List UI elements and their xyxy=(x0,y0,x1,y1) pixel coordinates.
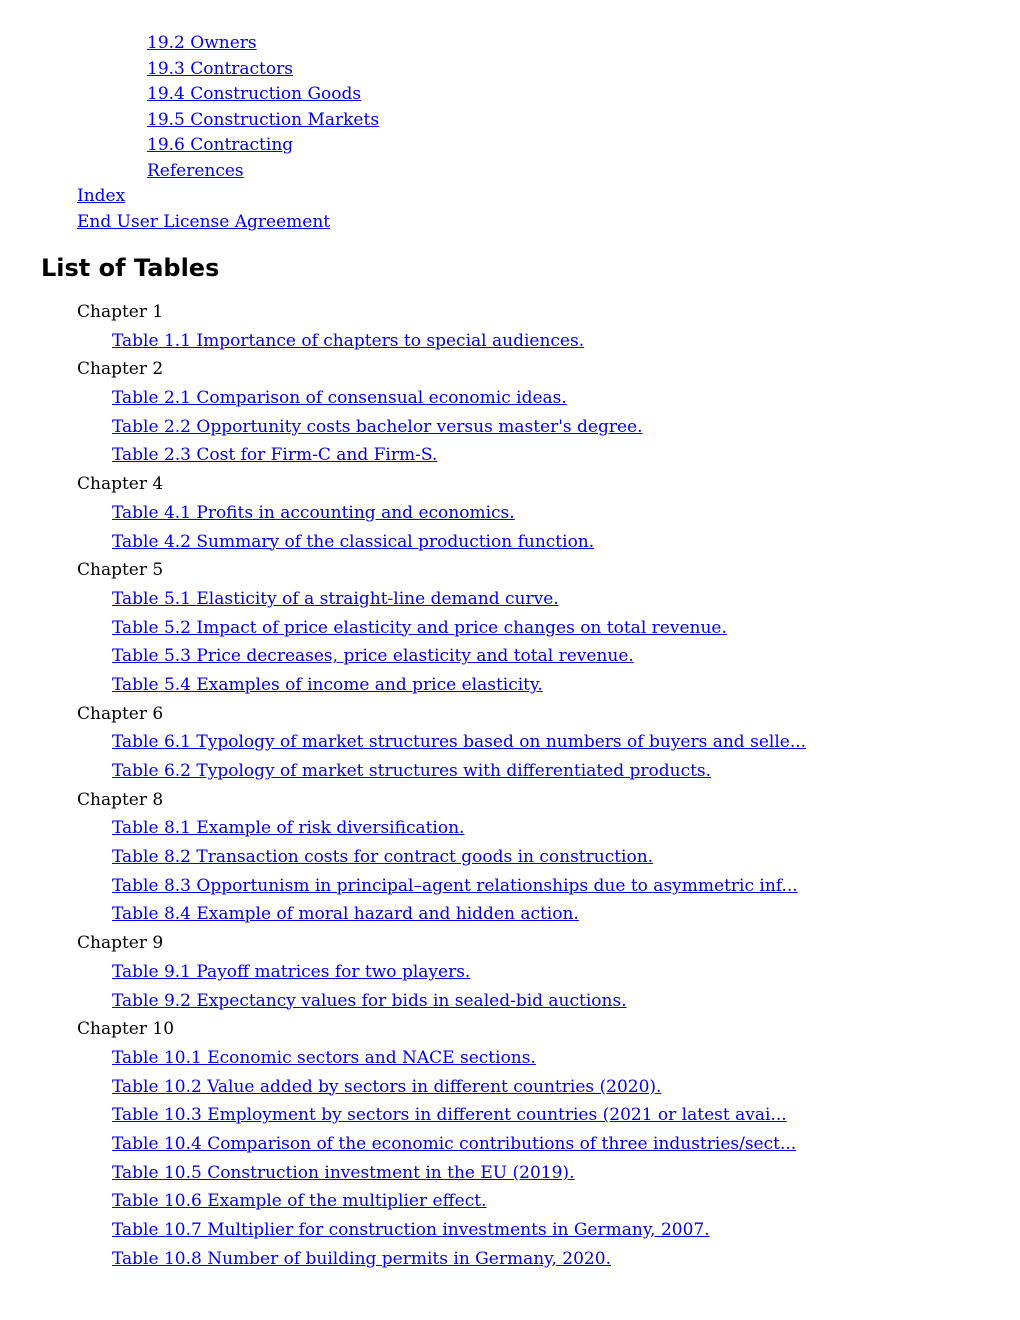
table-list-item xyxy=(0,329,1020,358)
toc-link-19-2-owners[interactable]: 19.2 Owners xyxy=(147,33,257,53)
table-list-item xyxy=(0,816,1020,845)
chapter-label: Chapter 5 xyxy=(77,560,164,581)
table-list-item xyxy=(0,1218,1020,1247)
toc-item-eula xyxy=(0,211,1020,237)
table-list-item xyxy=(0,902,1020,931)
chapter-label: Chapter 4 xyxy=(77,474,164,495)
table-link[interactable]: Table 10.4 Comparison of the economic contributions of three industries/sect... xyxy=(112,1133,797,1154)
table-link[interactable]: Table 8.2 Transaction costs for contract goods in construction. xyxy=(112,847,654,868)
table-list-item xyxy=(0,1046,1020,1075)
table-link[interactable]: Table 5.3 Price decreases, price elasticity and total revenue. xyxy=(112,646,634,667)
table-list-item xyxy=(0,845,1020,874)
chapter-label: Chapter 6 xyxy=(77,703,164,724)
list-of-tables xyxy=(0,300,1020,1275)
table-link[interactable]: Table 4.1 Profits in accounting and economics. xyxy=(112,502,515,523)
table-list-item xyxy=(0,1075,1020,1104)
table-list-item xyxy=(0,759,1020,788)
table-link[interactable]: Table 2.1 Comparison of consensual economic ideas. xyxy=(112,388,567,409)
table-link[interactable]: Table 5.1 Elasticity of a straight-line demand curve. xyxy=(112,588,559,609)
toc-item-19-6 xyxy=(0,134,1020,160)
table-link[interactable]: Table 8.3 Opportunism in principal–agent relationships due to asymmetric inf... xyxy=(112,875,798,896)
list-of-tables-heading: List of Tables xyxy=(41,254,220,282)
table-link[interactable]: Table 1.1 Importance of chapters to special audiences. xyxy=(112,330,585,351)
toc-item-references xyxy=(0,160,1020,186)
chapter-label: Chapter 8 xyxy=(77,789,164,810)
toc-link-19-3-contractors[interactable]: 19.3 Contractors xyxy=(147,58,293,79)
toc-item-19-4 xyxy=(0,83,1020,109)
toc-link-end-user-license-agreement[interactable]: End User License Agreement xyxy=(77,211,331,232)
table-list-item xyxy=(0,1103,1020,1132)
table-list-item xyxy=(0,616,1020,645)
table-list-item xyxy=(0,1132,1020,1161)
table-list-item xyxy=(0,1161,1020,1190)
table-link[interactable]: Table 10.2 Value added by sectors in different countries (2020). xyxy=(112,1076,662,1097)
toc-item-19-2 xyxy=(0,32,1020,58)
toc-item-index xyxy=(0,185,1020,211)
table-list-item xyxy=(0,415,1020,444)
table-link[interactable]: Table 10.1 Economic sectors and NACE sections. xyxy=(112,1047,536,1068)
table-link[interactable]: Table 4.2 Summary of the classical production function. xyxy=(112,531,595,552)
table-list-item xyxy=(0,587,1020,616)
table-link[interactable]: Table 8.1 Example of risk diversification. xyxy=(112,818,465,839)
table-link[interactable]: Table 10.3 Employment by sectors in different countries (2021 or latest avai... xyxy=(112,1105,787,1126)
table-of-contents-tail xyxy=(0,32,1020,236)
toc-link-19-5-construction-markets[interactable]: 19.5 Construction Markets xyxy=(147,109,380,130)
table-list-item xyxy=(0,1189,1020,1218)
table-link[interactable]: Table 2.2 Opportunity costs bachelor versus master's degree. xyxy=(112,416,643,437)
table-link[interactable]: Table 8.4 Example of moral hazard and hidden action. xyxy=(112,904,579,925)
table-list-item xyxy=(0,644,1020,673)
table-list-item xyxy=(0,874,1020,903)
chapter-label: Chapter 10 xyxy=(77,1019,175,1040)
toc-item-19-3 xyxy=(0,58,1020,84)
table-link[interactable]: Table 9.2 Expectancy values for bids in sealed-bid auctions. xyxy=(112,990,627,1011)
toc-link-19-6-contracting[interactable]: 19.6 Contracting xyxy=(147,135,294,155)
table-list-item xyxy=(0,989,1020,1018)
toc-link-19-4-construction-goods[interactable]: 19.4 Construction Goods xyxy=(147,84,362,104)
table-link[interactable]: Table 9.1 Payoff matrices for two players. xyxy=(112,961,471,982)
chapter-label: Chapter 1 xyxy=(77,302,164,322)
table-link[interactable]: Table 6.1 Typology of market structures based on numbers of buyers and selle... xyxy=(112,732,807,753)
table-link[interactable]: Table 10.7 Multiplier for construction investments in Germany, 2007. xyxy=(112,1220,710,1240)
table-list-item xyxy=(0,960,1020,989)
table-list-item xyxy=(0,1247,1020,1276)
table-link[interactable]: Table 10.6 Example of the multiplier effect. xyxy=(112,1191,487,1212)
table-list-item xyxy=(0,530,1020,559)
toc-link-references[interactable]: References xyxy=(147,160,244,181)
table-link[interactable]: Table 6.2 Typology of market structures with differentiated products. xyxy=(112,761,712,781)
table-link[interactable]: Table 2.3 Cost for Firm-C and Firm-S. xyxy=(112,445,438,466)
table-list-item xyxy=(0,386,1020,415)
chapter-label: Chapter 9 xyxy=(77,933,164,954)
toc-link-index[interactable]: Index xyxy=(77,186,126,206)
table-link[interactable]: Table 5.2 Impact of price elasticity and price changes on total revenue. xyxy=(112,617,727,638)
table-list-item xyxy=(0,501,1020,530)
table-list-item xyxy=(0,673,1020,702)
toc-item-19-5 xyxy=(0,109,1020,135)
table-list-item xyxy=(0,443,1020,472)
table-link[interactable]: Table 5.4 Examples of income and price elasticity. xyxy=(112,674,543,695)
table-link[interactable]: Table 10.8 Number of building permits in Germany, 2020. xyxy=(112,1248,611,1269)
chapter-label: Chapter 2 xyxy=(77,359,164,380)
table-list-item xyxy=(0,730,1020,759)
table-link[interactable]: Table 10.5 Construction investment in the EU (2019). xyxy=(112,1162,575,1183)
